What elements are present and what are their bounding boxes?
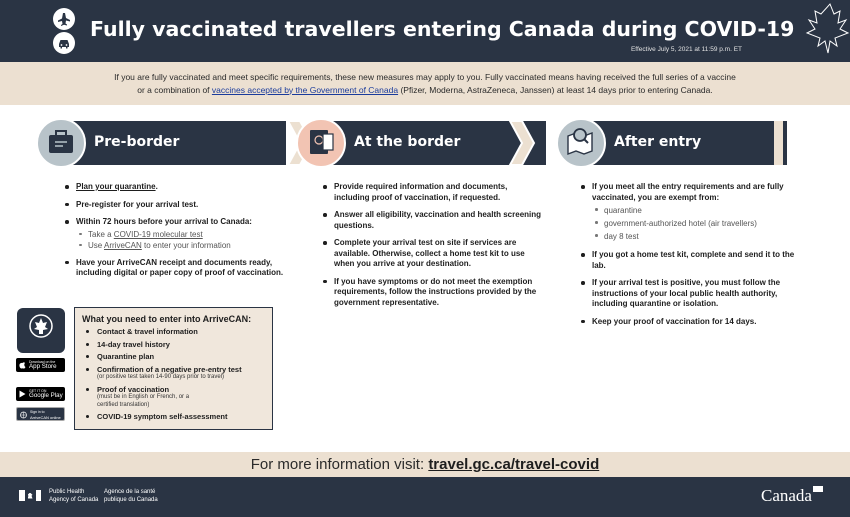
agency-line: Agency of Canada: [49, 496, 99, 503]
list-text-bold: before: [138, 217, 163, 226]
agency-line: Agence de la santé: [104, 489, 156, 495]
list-item: Pre-register for your arrival test.: [62, 200, 284, 211]
list-item: Keep your proof of vaccination for 14 days.: [578, 317, 810, 328]
molecular-test-link[interactable]: COVID-19 molecular test: [113, 229, 203, 239]
at-border-title: At the border: [354, 134, 461, 150]
list-item: [82, 365, 265, 382]
map-search-icon: [556, 118, 606, 168]
at-border-header: [296, 118, 546, 168]
accepted-vaccines-link[interactable]: vaccines accepted by the Government of Canada: [211, 84, 399, 95]
arrivecan-requirements-box: [74, 307, 273, 430]
more-info-bar: [0, 452, 850, 477]
intro-fully-vaccinated: Fully vaccinated: [485, 72, 546, 82]
suitcase-icon: [36, 118, 86, 168]
pre-border-header: [36, 118, 282, 168]
sub-list: [76, 229, 284, 251]
list-note: (must be in English or French, or a: [97, 394, 190, 400]
effective-date: Effective July 5, 2021 at 11:59 p.m. ET: [630, 46, 742, 53]
plan-quarantine-link[interactable]: Plan your quarantine: [76, 182, 156, 191]
list-item: If your arrival test is positive, you must follow the instructions of your local public health authority, including quarantine or isolation.: [578, 278, 810, 310]
app-store-badge[interactable]: [16, 358, 65, 372]
maple-leaf-icon: [800, 0, 850, 60]
agency-name-en: [49, 489, 98, 504]
intro-line2-end: (Pfizer, Moderna, AstraZeneca, Janssen) at least 14 days prior to entering Canada.: [398, 84, 713, 95]
list-item: [578, 182, 810, 243]
header-end-block: [774, 121, 783, 165]
list-item: 14-day travel history: [82, 340, 265, 350]
list-item: Answer all eligibility, vaccination and health screening questions.: [320, 210, 545, 231]
chevron-right-icon: [508, 118, 538, 168]
arrivecan-app-icon[interactable]: [17, 308, 65, 353]
arrivecan-box-title: What you need to enter into ArriveCAN:: [82, 314, 252, 324]
list-item: If you got a home test kit, complete and send it to the lab.: [578, 250, 810, 271]
canada-flag-icon: [19, 490, 41, 501]
google-play-badge[interactable]: [16, 387, 65, 401]
canada-wordmark: Canada: [761, 486, 812, 505]
list-item: Provide required information and documents, including proof of vaccination, if requested.: [320, 182, 545, 203]
after-entry-list: [578, 182, 810, 334]
arrivecan-list: [82, 327, 265, 422]
badge-small-text: Sign in to: [30, 409, 45, 414]
after-entry-title: After entry: [614, 134, 702, 150]
list-text: Use: [88, 240, 105, 250]
list-text: Within 72 hours: [76, 217, 139, 226]
sub-list-item: quarantine: [592, 204, 810, 217]
wordmark-flag-icon: [813, 486, 823, 492]
agency-name-fr: [104, 489, 158, 504]
list-item: Plan your quarantine.: [62, 182, 284, 193]
badge-text: App Store: [29, 363, 57, 370]
list-text: Proof of vaccination: [97, 384, 170, 394]
list-text: If you meet all the entry requirements and are fully vaccinated, you are exempt from:: [592, 182, 784, 202]
intro-line2: or a combination of: [137, 84, 212, 95]
list-item: [82, 385, 265, 410]
list-item: Contact & travel information: [82, 327, 265, 337]
pre-border-list: [62, 182, 284, 286]
pre-border-title: Pre-border: [94, 134, 180, 150]
page-title: Fully vaccinated travellers entering Canada during COVID-19: [90, 17, 795, 41]
footer: [0, 477, 850, 517]
globe-icon: [20, 411, 27, 419]
intro-line1-end: means having received the full series of a vaccine: [545, 72, 736, 82]
badge-text: Google Play: [29, 392, 63, 399]
list-text: your arrival to Canada:: [162, 217, 252, 226]
more-info-text: For more information visit:: [250, 456, 429, 473]
list-item: Quarantine plan: [82, 352, 265, 362]
sub-list-item: [76, 229, 284, 240]
badge-text: ArriveCAN online: [30, 415, 61, 420]
after-entry-header: [556, 118, 788, 168]
agency-line: Public Health: [49, 489, 85, 495]
list-item: COVID-19 symptom self-assessment: [82, 412, 265, 422]
list-note: certified translation): [97, 401, 150, 408]
airplane-icon: [53, 8, 75, 30]
list-item: Complete your arrival test on site if services are available. Otherwise, collect a home test kit to use when you arrive at your destination.: [320, 238, 545, 270]
apple-icon: [19, 361, 26, 369]
car-icon: [53, 32, 75, 54]
list-note: (or positive test taken 14-90 days prior to travel): [97, 374, 225, 380]
badge-small-text: Download on the: [29, 359, 56, 364]
badge-small-text: GET IT ON: [29, 388, 47, 393]
travel-covid-link[interactable]: travel.gc.ca/travel-covid: [428, 456, 600, 473]
sub-list-item: government-authorized hotel (air travellers): [592, 217, 810, 230]
sub-list-item: day 8 test: [592, 230, 810, 243]
arrivecan-web-badge[interactable]: [16, 407, 65, 421]
list-item: If you have symptoms or do not meet the exemption requirements, follow the instructions provided by the government representative.: [320, 277, 545, 309]
list-item: Have your ArriveCAN receipt and documents ready, including digital or paper copy of proof of vaccination.: [62, 258, 284, 279]
agency-line: publique du Canada: [104, 496, 158, 503]
sub-list: [592, 204, 810, 243]
passport-icon: [296, 118, 346, 168]
at-border-list: [320, 182, 545, 315]
app-logo-icon: [17, 308, 65, 344]
sub-list-item: [76, 240, 284, 251]
title-banner: [0, 0, 850, 62]
arrivecan-link[interactable]: ArriveCAN: [104, 240, 142, 250]
play-icon: [19, 390, 26, 398]
list-text: Confirmation of a negative pre-entry test: [97, 364, 242, 374]
list-text: to enter your information: [141, 240, 231, 250]
intro-text: [0, 62, 850, 105]
list-text: Take a: [88, 229, 114, 239]
intro-line1: If you are fully vaccinated and meet specific requirements, these new measures may apply to you.: [114, 72, 485, 82]
list-item: [62, 217, 284, 251]
